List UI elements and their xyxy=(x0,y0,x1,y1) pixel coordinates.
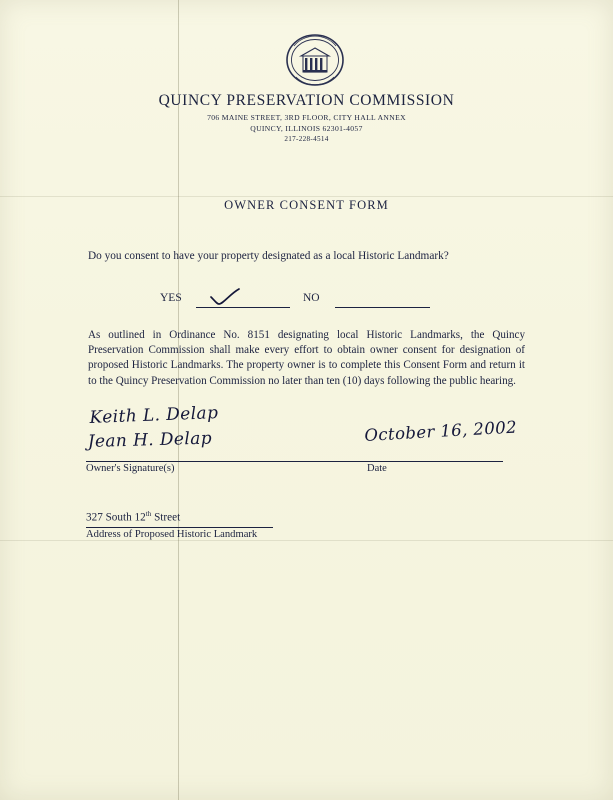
address-prefix: 327 South 12 xyxy=(86,511,146,524)
organization-address: 706 MAINE STREET, 3RD FLOOR, CITY HALL ANNEX xyxy=(207,113,406,122)
commission-seal-icon xyxy=(286,34,344,86)
page-title: OWNER CONSENT FORM xyxy=(224,198,389,212)
date-caption: Date xyxy=(367,463,387,474)
organization-phone: 217-228-4514 xyxy=(284,135,329,143)
no-answer-line[interactable] xyxy=(335,307,430,308)
yes-label: YES xyxy=(160,292,182,304)
signature-line-2: Jean H. Delap xyxy=(87,428,213,452)
owner-signature-field[interactable] xyxy=(86,403,386,460)
ordinance-paragraph: As outlined in Ordinance No. 8151 designating local Historic Landmarks, the Quincy Preservation Commission shall make every effort to obtain owner consent for designation of proposed Historic Landmarks. The property owner is to complete this Consent Form and return it to the Quincy Preservation Commission no later than ten (10) days following the public hearing. xyxy=(88,329,525,387)
date-field[interactable] xyxy=(363,414,553,458)
date-rule xyxy=(363,461,503,462)
signature-line-1: Keith L. Delap xyxy=(89,403,219,428)
organization-city: QUINCY, ILLINOIS 62301-4057 xyxy=(250,124,363,133)
consent-choice-row xyxy=(160,292,560,314)
address-ordinal-suffix: th xyxy=(145,510,152,518)
date-value: October 16, 2002 xyxy=(363,417,518,445)
yes-answer-line[interactable] xyxy=(196,307,290,308)
organization-name: QUINCY PRESERVATION COMMISSION xyxy=(158,92,455,109)
check-mark-icon xyxy=(210,288,240,306)
address-suffix: Street xyxy=(151,511,181,524)
letterhead xyxy=(0,92,613,143)
landmark-address-value[interactable] xyxy=(86,510,180,524)
signature-rule xyxy=(86,461,386,462)
no-label: NO xyxy=(303,292,320,304)
consent-question: Do you consent to have your property designated as a local Historic Landmark? xyxy=(88,250,449,262)
address-rule xyxy=(86,527,273,528)
signature-caption: Owner's Signature(s) xyxy=(86,463,175,474)
address-caption: Address of Proposed Historic Landmark xyxy=(86,529,258,540)
